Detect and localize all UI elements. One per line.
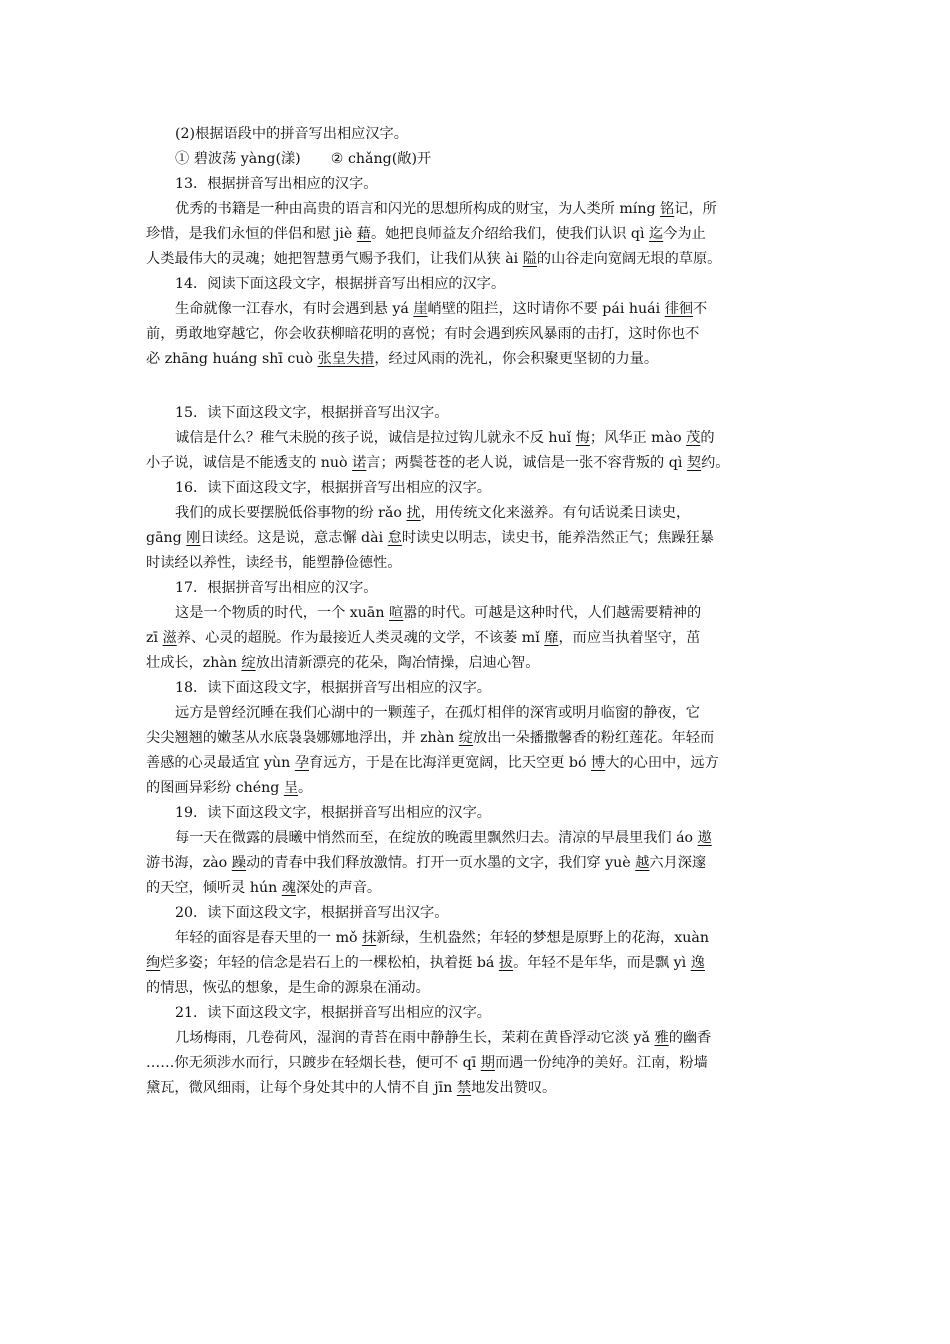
text: 大的心田中，远方 [605,755,719,771]
text: 善感的心灵最适宜 yùn [146,755,295,771]
text: 动的青春中我们释放激情。打开一页水墨的文字，我们穿 yuè [245,855,636,871]
text: 而遇一份纯净的美好。江南，粉墙 [494,1055,708,1071]
q16-heading-text: 16．读下面这段文字，根据拼音写出相应的汉字。 [175,480,491,496]
q17-line-1 [146,601,814,626]
q18-heading [146,676,814,701]
q20-line-1 [146,926,814,951]
answer-char: 抹 [362,930,377,946]
answer-char: 怠 [387,530,402,546]
text: 嚣的时代。可越是这种时代，人们越需要精神的 [403,605,702,621]
q14-line-3 [146,347,814,372]
q16-heading [146,476,814,501]
text: 年轻的面容是春天里的一 mǒ [175,930,363,946]
q18-line-3 [146,751,814,776]
answer-char: 博 [591,755,606,771]
text: 几场梅雨，几卷荷风，湿润的青苔在雨中静静生长，茉莉在黄昏浮动它淡 yǎ [175,1030,655,1046]
q13-line-1 [146,197,814,222]
q16-line-2 [146,526,814,551]
answer-char: 靡 [544,630,559,646]
q20-heading-text: 20．读下面这段文字，根据拼音写出汉字。 [175,905,449,921]
q18-line-1 [146,701,814,726]
q14-heading-text: 14．阅读下面这段文字，根据拼音写出相应的汉字。 [175,276,506,292]
text: 前，勇敢地穿越它，你会收获柳暗花明的喜悦；有时会遇到疾风暴雨的击打，这时你也不 [146,326,700,342]
q16-line-1 [146,501,814,526]
q12-answers [146,147,814,172]
q13-heading [146,172,814,197]
text: 必 zhāng huáng shī cuò [146,351,318,367]
q13-heading-text: 13．根据拼音写出相应的汉字。 [175,176,378,192]
answer-char: 茂 [686,430,701,446]
q20-line-2 [146,951,814,976]
answer-char: 迄 [649,226,664,242]
q12-answer-1: ① 碧波荡 yàng(漾) [175,151,301,167]
answer-char: 拔 [498,955,514,971]
q14-line-2 [146,322,814,347]
answer-char: 崖 [413,301,428,317]
text: ，用传统文化来滋养。有句话说柔日读史， [420,505,691,521]
text: 的天空，倾听灵 hún [146,880,282,896]
q14-line-1 [146,297,814,322]
answer-char: 喧 [389,605,404,621]
q21-heading [146,1001,814,1026]
text: 记，所 [674,201,717,217]
text: 今为止 [663,226,706,242]
text: 放出清新漂亮的花朵，陶冶情操，启迪心智。 [255,655,540,671]
section-gap [146,372,814,401]
q19-line-3 [146,876,814,901]
text: 的幽香 [668,1030,712,1046]
text: 的山谷走向宽阔无垠的草原。 [536,251,722,267]
text: 这是一个物质的时代，一个 xuān [175,605,390,621]
text: 峭壁的阻拦，这时请你不要 pái huái [427,301,665,317]
q18-heading-text: 18．读下面这段文字，根据拼音写出相应的汉字。 [175,680,491,696]
q15-line-2 [146,451,814,476]
text: 我们的成长要摆脱低俗事物的纷 rǎo [175,505,407,521]
text: 育远方，于是在比海洋更宽阔，比天空更 bó [309,755,592,771]
text: 珍惜，是我们永恒的伴侣和慰 jiè [146,226,357,242]
q19-line-1 [146,826,814,851]
answer-char: 悔 [575,430,590,446]
q17-line-3 [146,651,814,676]
text: 养、心灵的超脱。作为最接近人类灵魂的文学，不该萎 mǐ [176,630,545,646]
q19-line-2 [146,851,814,876]
text: ，而应当执着坚守，茁 [558,630,701,646]
text: 的图画异彩纷 chéng [146,780,284,796]
text: 不 [693,301,708,317]
answer-char: 滋 [162,630,177,646]
q18-line-4 [146,776,814,801]
text: 日读经。这是说，意志懈 dài [200,530,388,546]
answer-char: 铭 [660,201,675,217]
answer-char: 禁 [456,1080,472,1096]
q16-line-3 [146,551,814,576]
text: ；风华正 mào [589,430,687,446]
exercise-content [146,122,814,1101]
q15-heading [146,401,814,426]
text: 的情思，恢弘的想象，是生命的源泉在涌动。 [146,980,430,996]
q13-line-3 [146,247,814,272]
q18-line-2 [146,726,814,751]
text: 。 [298,780,313,796]
text: 黛瓦，微风细雨，让每个身处其中的人情不自 jīn [146,1080,457,1096]
q17-heading-text: 17．根据拼音写出相应的汉字。 [175,580,378,596]
q21-line-2 [146,1051,814,1076]
text: 时读史以明志，读史书，能养浩然正气；焦躁狂暴 [401,530,714,546]
q15-line-1 [146,426,814,451]
q15-heading-text: 15．读下面这段文字，根据拼音写出汉字。 [175,405,449,421]
answer-char: 绽 [458,730,473,746]
answer-char: 期 [480,1055,495,1071]
q17-line-2 [146,626,814,651]
text: 尖尖翘翘的嫩茎从水底袅袅娜娜地浮出，并 zhàn [146,730,459,746]
text: 。年轻不是年华，而是飘 yì [513,955,691,971]
answer-char: 逸 [690,955,705,971]
answer-char: 诺 [352,455,367,471]
answer-char: 绚 [146,955,161,971]
answer-char: 躁 [231,855,246,871]
answer-char: 雅 [654,1030,669,1046]
answer-word: 张皇失措 [317,351,375,367]
text: 优秀的书籍是一种由高贵的语言和闪光的思想所构成的财宝，为人类所 míng [175,201,661,217]
answer-char: 绽 [241,655,256,671]
text: 小子说，诚信是不能透支的 nuò [146,455,353,471]
text: 诚信是什么？稚气未脱的孩子说，诚信是拉过钩儿就永不反 huǐ [175,430,576,446]
q21-heading-text: 21．读下面这段文字，根据拼音写出相应的汉字。 [175,1005,491,1021]
text: 时读经以养性，读经书，能塑静俭德性。 [146,555,402,571]
answer-char: 契 [686,455,702,471]
q20-heading [146,901,814,926]
answer-char: 魂 [281,880,296,896]
text: 烂多姿；年轻的信念是岩石上的一棵松柏，执着挺 bá [160,955,499,971]
text: 生命就像一江春水，有时会遇到悬 yá [175,301,414,317]
text: 新绿，生机盎然；年轻的梦想是原野上的花海，xuàn [376,930,709,946]
text: 。她把良师益友介绍给我们，使我们认识 qì [371,226,650,242]
q19-heading [146,801,814,826]
answer-char: 藉 [356,226,371,242]
text: 言；两鬓苍苍的老人说，诚信是一张不容背叛的 qì [366,455,687,471]
q21-line-3 [146,1076,814,1101]
answer-char: 扰 [406,505,421,521]
q13-line-2 [146,222,814,247]
text: 深处的声音。 [295,880,382,896]
text: 六月深邃 [649,855,707,871]
answer-char: 越 [635,855,650,871]
text: ，经过风雨的洗礼，你会积聚更坚韧的力量。 [374,351,659,367]
text: gāng [146,530,187,546]
text: 约。 [701,455,730,471]
answer-char: 孕 [294,755,310,771]
text: 的 [700,430,715,446]
q20-line-3 [146,976,814,1001]
text: 壮成长，zhàn [146,655,242,671]
q17-heading [146,576,814,601]
answer-char: 隘 [522,251,537,267]
text: ……你无须涉水而行，只踱步在轻烟长巷，便可不 qī [146,1055,481,1071]
text: 地发出赞叹。 [471,1080,557,1096]
q12-answer-2: ② chǎng(敞)开 [330,151,432,167]
q19-heading-text: 19．读下面这段文字，根据拼音写出相应的汉字。 [175,805,491,821]
q21-line-1 [146,1026,814,1051]
answer-char: 呈 [283,780,299,796]
text: 每一天在微露的晨曦中悄然而至，在绽放的晚霞里飘然归去。清凉的早晨里我们 áo [175,830,698,846]
text: 放出一朵播撒馨香的粉红莲花。年轻而 [473,730,715,746]
answer-word: 徘徊 [664,301,694,317]
text: 远方是曾经沉睡在我们心湖中的一颗莲子，在孤灯相伴的深宵或明月临窗的静夜，它 [175,705,700,721]
q12-sub-text: (2)根据语段中的拼音写出相应汉字。 [175,126,408,142]
q12-subheading [146,122,814,147]
text: zī [146,630,163,646]
answer-char: 刚 [186,530,201,546]
answer-char: 遨 [697,830,712,846]
text: 游书海，zào [146,855,232,871]
text: 人类最伟大的灵魂；她把智慧勇气赐予我们，让我们从狭 ài [146,251,523,267]
q14-heading [146,272,814,297]
